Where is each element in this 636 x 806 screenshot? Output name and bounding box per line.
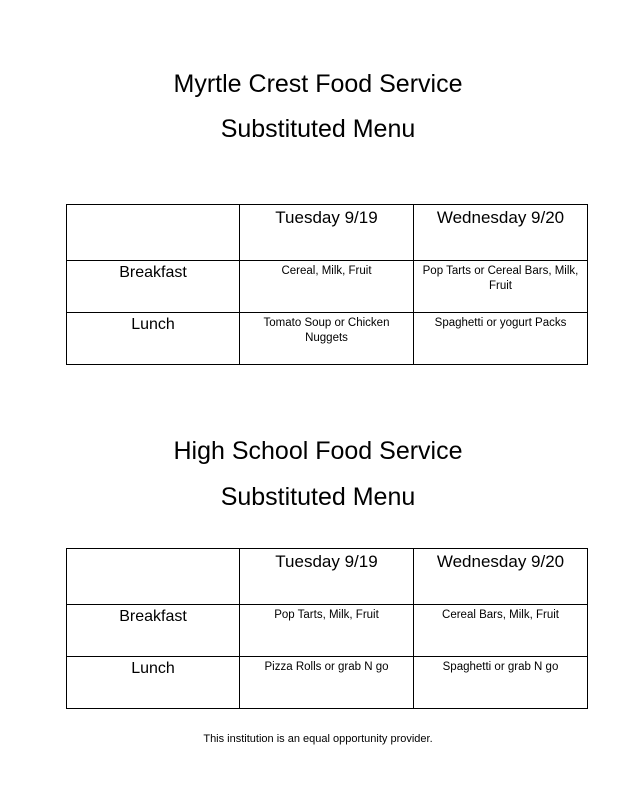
day-header-tuesday: Tuesday 9/19 (240, 549, 414, 605)
meal-label: Breakfast (67, 261, 240, 313)
menu-cell: Pop Tarts, Milk, Fruit (240, 605, 414, 657)
table-header-row (67, 205, 588, 261)
equal-opportunity-footer: This institution is an equal opportunity provider. (203, 733, 433, 745)
section-subtitle: Substituted Menu (220, 115, 416, 143)
day-header-tuesday: Tuesday 9/19 (240, 205, 414, 261)
empty-header-cell (67, 205, 240, 261)
table-header-row (67, 549, 588, 605)
section-title: High School Food Service (173, 437, 463, 465)
menu-table-myrtle-crest (66, 204, 588, 365)
day-header-wednesday: Wednesday 9/20 (414, 549, 588, 605)
menu-cell: Cereal Bars, Milk, Fruit (414, 605, 588, 657)
menu-cell: Pop Tarts or Cereal Bars, Milk, Fruit (414, 261, 588, 313)
meal-label: Breakfast (67, 605, 240, 657)
menu-cell: Spaghetti or yogurt Packs (414, 313, 588, 365)
table-row-lunch (67, 657, 588, 709)
menu-table-high-school (66, 548, 588, 709)
meal-label: Lunch (67, 657, 240, 709)
table-row-lunch (67, 313, 588, 365)
menu-cell: Spaghetti or grab N go (414, 657, 588, 709)
menu-cell: Tomato Soup or Chicken Nuggets (240, 313, 414, 365)
table-row-breakfast (67, 605, 588, 657)
menu-cell: Cereal, Milk, Fruit (240, 261, 414, 313)
table-row-breakfast (67, 261, 588, 313)
section-subtitle: Substituted Menu (220, 483, 416, 511)
empty-header-cell (67, 549, 240, 605)
day-header-wednesday: Wednesday 9/20 (414, 205, 588, 261)
section-title: Myrtle Crest Food Service (173, 70, 463, 98)
menu-cell: Pizza Rolls or grab N go (240, 657, 414, 709)
meal-label: Lunch (67, 313, 240, 365)
